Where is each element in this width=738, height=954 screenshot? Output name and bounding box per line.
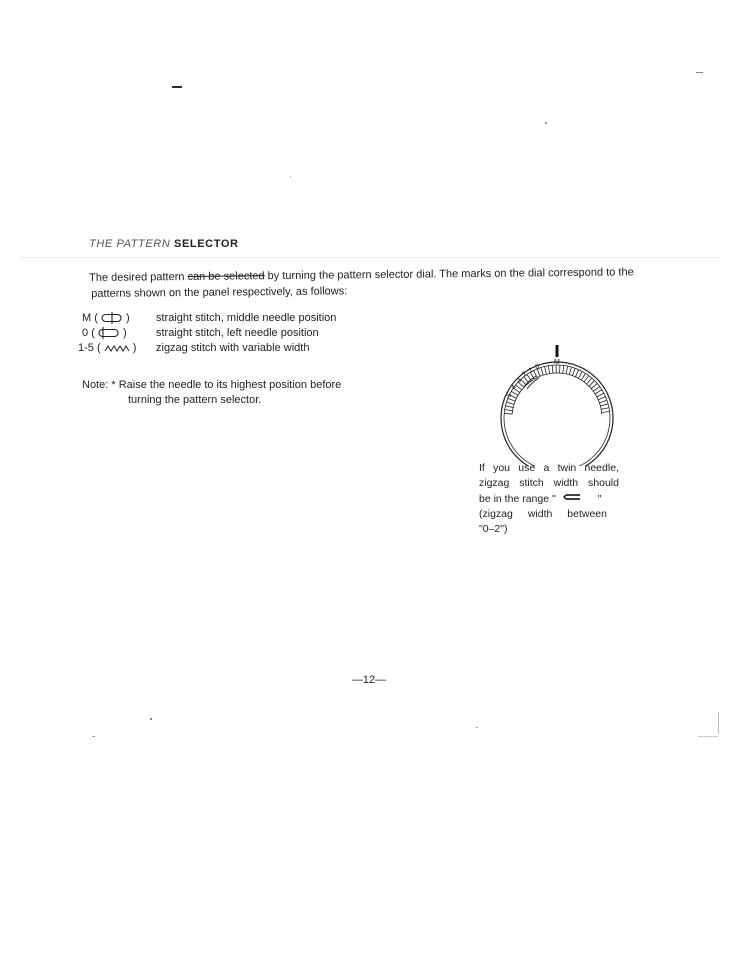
caption-word: use: [518, 462, 536, 474]
intro-struck-text: can be selected: [187, 270, 265, 283]
knurl-tick: [575, 370, 578, 377]
straight-left-icon: [98, 327, 120, 339]
note-line-2: turning the pattern selector.: [128, 394, 262, 406]
caption-text: be in the range ": [479, 492, 556, 505]
note-block: [82, 378, 341, 408]
knurl-tick: [581, 373, 585, 380]
caption-word: twin: [557, 462, 577, 474]
page-number: —12—: [351, 674, 387, 686]
knurl-tick: [600, 404, 608, 406]
pattern-code-close: ): [132, 342, 137, 354]
knurl-tick: [597, 393, 604, 397]
scan-speck: [172, 86, 182, 88]
pattern-code-text: 0 (: [82, 327, 95, 339]
caption-line: [479, 522, 619, 537]
heading-part1: THE PATTERN: [89, 238, 171, 250]
caption-word: width: [527, 507, 553, 520]
scan-speck: [698, 736, 718, 737]
pattern-selector-dial: [496, 340, 622, 466]
knurl-tick: [545, 366, 547, 374]
caption-line: [479, 507, 607, 522]
dial-indicator: [556, 345, 559, 357]
pattern-code-close: ): [122, 327, 127, 339]
caption-line: [479, 476, 619, 491]
pattern-code-text: 1-5 (: [78, 342, 101, 354]
caption-word: stitch: [519, 477, 544, 490]
intro-line-1b: by turning the pattern selector dial. The marks on the dial correspond to the: [267, 266, 634, 283]
note-text-1: Raise the needle to its highest position before: [118, 379, 342, 391]
twin-needle-range-icon: [556, 492, 590, 502]
knurl-tick: [541, 368, 543, 376]
scan-speck: [718, 712, 719, 734]
dial-mark: M: [554, 359, 560, 366]
dial-mark: 0: [534, 363, 541, 371]
twin-needle-caption: [479, 461, 619, 537]
caption-line: [479, 492, 619, 507]
pattern-code: [82, 312, 152, 324]
straight-middle-icon: [101, 312, 123, 324]
section-heading: [89, 238, 239, 250]
caption-text: ": [597, 492, 602, 505]
note-label: Note:: [82, 379, 109, 391]
knurl-tick: [599, 400, 607, 403]
knurl-tick: [602, 412, 610, 413]
knurl-tick: [589, 381, 595, 387]
caption-word: width: [553, 477, 579, 490]
scan-speck: [476, 727, 478, 728]
caption-word: you: [493, 462, 511, 474]
intro-paragraph: [89, 264, 689, 302]
intro-line-1a: The desired pattern: [89, 271, 185, 284]
caption-word: zigzag: [479, 477, 510, 490]
caption-text: "0–2"): [479, 523, 508, 536]
knurl-tick: [552, 365, 553, 373]
pattern-code: [78, 342, 148, 354]
knurl-tick: [506, 402, 514, 404]
scan-speck: [545, 122, 547, 124]
note-bullet: *: [111, 379, 116, 391]
zigzag-icon: [104, 343, 130, 353]
knurl-tick: [601, 408, 609, 410]
caption-word: If: [479, 462, 485, 474]
pattern-code: [82, 327, 152, 339]
note-line-1: [82, 378, 341, 393]
pattern-code-close: ): [126, 312, 130, 324]
knurl-tick: [504, 413, 512, 414]
knurl-tick: [591, 384, 597, 389]
knurl-tick: [578, 371, 582, 378]
scan-line: [20, 257, 720, 258]
scan-speck: [92, 736, 95, 737]
knurl-tick: [593, 387, 599, 392]
knurl-tick: [584, 376, 589, 382]
heading-part2: SELECTOR: [174, 238, 239, 250]
pattern-description: zigzag stitch with variable width: [156, 342, 310, 354]
knurl-tick: [505, 410, 513, 411]
caption-word: between: [567, 507, 607, 520]
intro-line-2: patterns shown on the panel respectively, as follows:: [91, 285, 348, 300]
dial-mark: 3: [515, 376, 524, 385]
caption-line: [479, 461, 619, 476]
scan-speck: [290, 176, 291, 177]
caption-word: (zigzag: [479, 507, 513, 520]
caption-word: needle,: [584, 462, 619, 474]
knurl-tick: [569, 367, 571, 375]
knurl-tick: [572, 368, 575, 376]
scan-speck: [696, 72, 703, 73]
dial-knurl: [504, 365, 609, 414]
knurl-tick: [511, 391, 518, 395]
pattern-description: straight stitch, left needle position: [156, 327, 319, 339]
dial-mark: 2: [521, 370, 529, 379]
dial-mark: 4: [510, 383, 518, 392]
knurl-tick: [598, 397, 605, 400]
dial-mark: 5: [505, 392, 514, 399]
scan-speck: [150, 718, 152, 720]
knurl-tick: [548, 366, 549, 374]
caption-word: a: [543, 462, 550, 474]
pattern-description: straight stitch, middle needle position: [156, 312, 337, 324]
caption-word: should: [588, 477, 619, 490]
pattern-code-text: M (: [82, 312, 98, 324]
knurl-tick: [587, 378, 592, 384]
knurl-tick: [595, 390, 602, 394]
knurl-tick: [566, 366, 568, 374]
knurl-tick: [505, 406, 513, 408]
dial-mark: 1: [527, 366, 535, 375]
knurl-tick: [563, 365, 564, 373]
